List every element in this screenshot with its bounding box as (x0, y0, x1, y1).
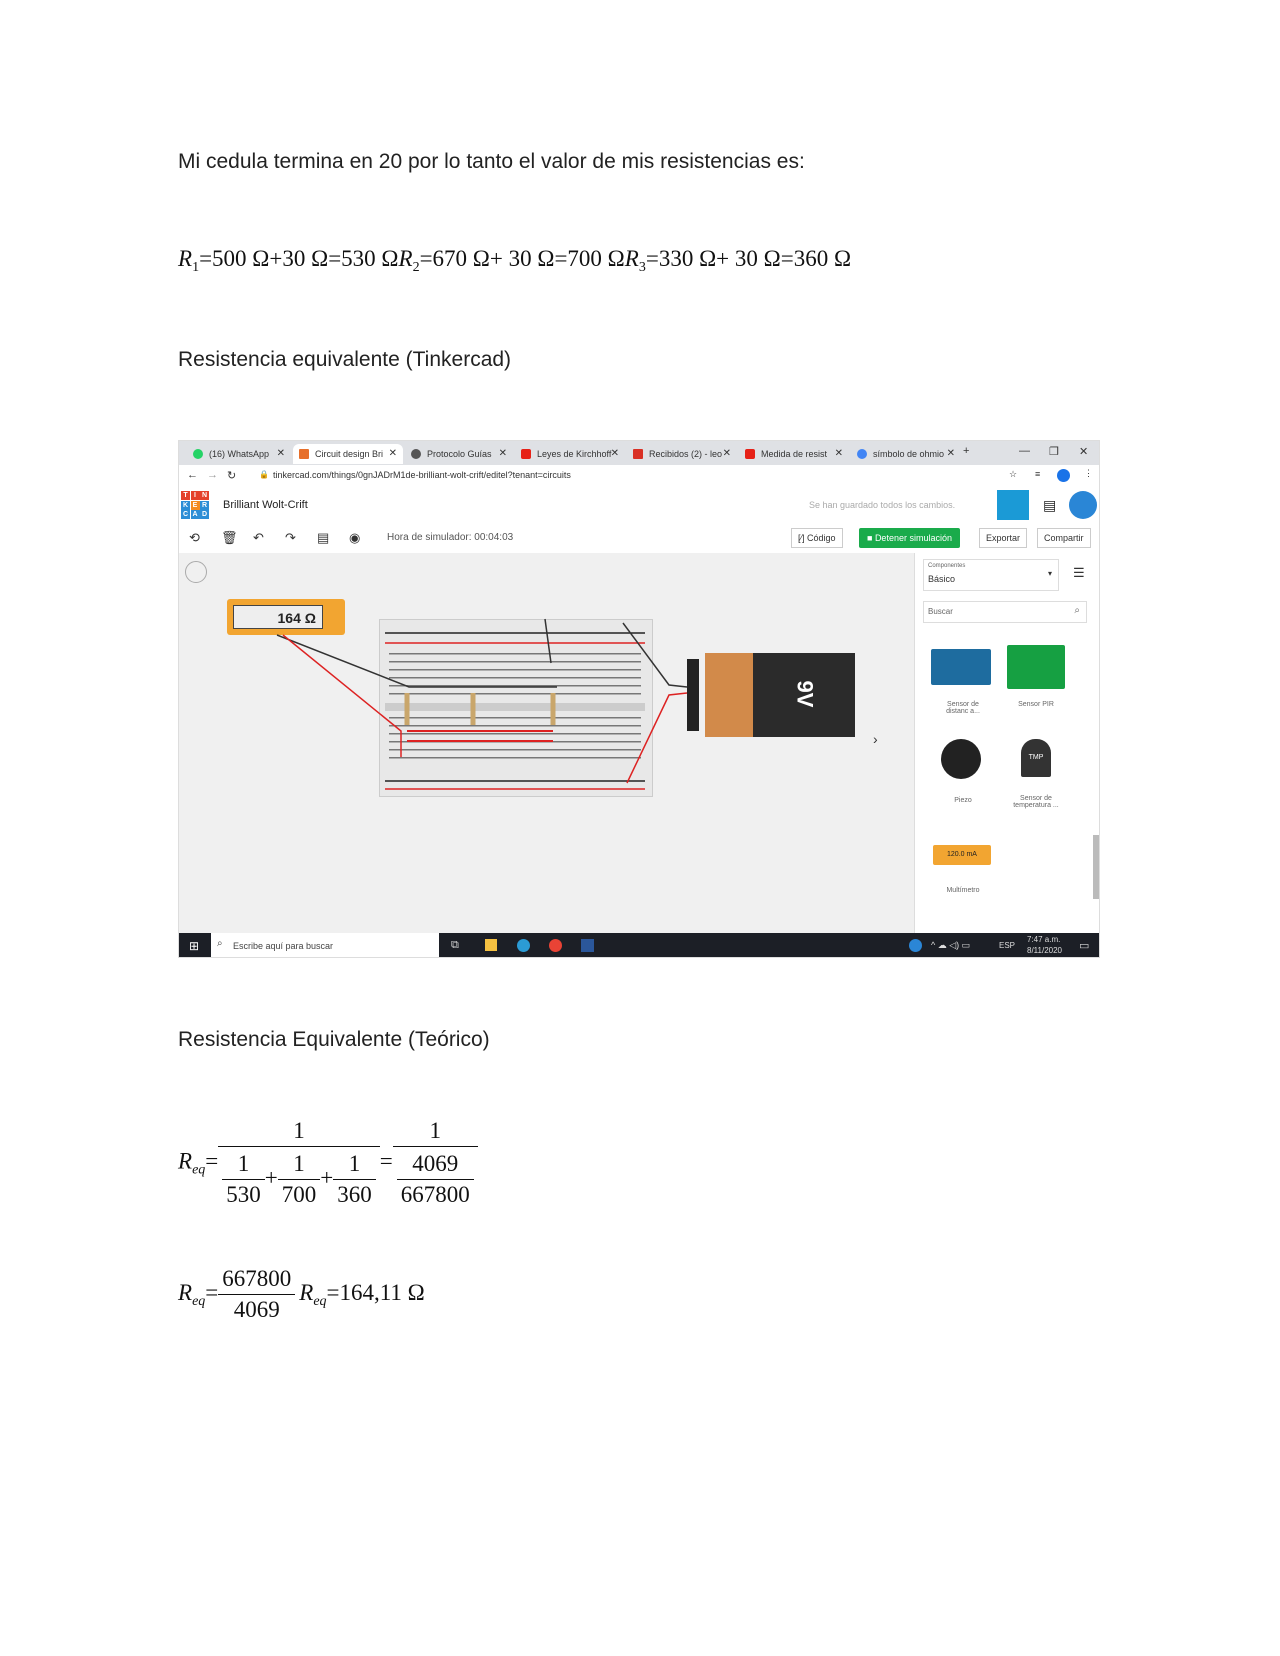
panel-scrollbar[interactable] (1093, 835, 1099, 899)
gmail-icon (633, 449, 643, 459)
part-label: Sensor de temperatura ... (1013, 795, 1059, 809)
r3-symbol: R (624, 246, 639, 271)
youtube-icon (521, 449, 531, 459)
schematic-view-icon[interactable]: ▤ (1043, 497, 1057, 513)
search-icon: ⌕ (1074, 605, 1080, 616)
globe-icon (411, 449, 421, 459)
tab-protocolo[interactable]: Protocolo Guías ✕ (405, 444, 513, 464)
menu-kebab-icon[interactable]: ⋮ (1084, 468, 1093, 478)
restore-icon[interactable]: ❐ (1049, 446, 1059, 458)
wire-black (545, 619, 551, 663)
chevron-down-icon: ▾ (1047, 569, 1052, 578)
language-indicator[interactable]: ESP (999, 941, 1016, 950)
req-formula (178, 1118, 478, 1208)
windows-taskbar (179, 933, 1100, 958)
google-icon (857, 449, 867, 459)
part-label: Sensor de distanc a... (946, 701, 980, 715)
star-icon[interactable]: ☆ (1009, 469, 1018, 479)
r3-subscript: 3 (638, 260, 646, 275)
whatsapp-icon (193, 449, 203, 459)
result-value: =164,11 Ω (326, 1279, 425, 1305)
eye-icon[interactable]: ◉ (349, 530, 361, 545)
new-tab-icon[interactable]: + (963, 445, 970, 457)
r2-expression: =670 Ω+ 30 Ω=700 Ω (419, 246, 625, 271)
url-field[interactable]: tinkercad.com/things/0gnJADrM1de-brilliant-wolt-crift/editel?tenant=circuits (273, 470, 571, 480)
extension-icon[interactable]: ≡ (1035, 469, 1041, 479)
req-subscript: eq (192, 1162, 206, 1178)
browser-tab-bar (179, 441, 1100, 465)
task-view-icon[interactable]: ⧉ (451, 939, 459, 951)
part-label: Sensor PIR (1018, 701, 1054, 708)
clock-date[interactable]: 8/11/2020 (1027, 946, 1062, 955)
delete-icon[interactable]: 🗑 (221, 530, 238, 545)
word-icon[interactable] (581, 939, 594, 952)
help-icon[interactable] (909, 939, 922, 952)
components-label: Componentes (928, 563, 966, 569)
denominator: $\frac{1}{530}$ + $\frac{1}{700}$ + $\frac{1}{360}$ (218, 1147, 379, 1208)
ultrasonic-sensor-part[interactable] (931, 649, 991, 685)
req-fraction-1 (218, 1118, 379, 1208)
close-icon[interactable]: ✕ (946, 448, 955, 459)
sim-time: Hora de simulador: 00:04:03 (387, 532, 514, 543)
export-button[interactable]: Exportar (979, 528, 1027, 548)
components-value: Básico (928, 574, 956, 584)
wires (179, 553, 914, 933)
tray-icons[interactable]: ^ ☁ ◁) ▭ (931, 940, 971, 950)
tinkercad-icon (299, 449, 309, 459)
tab-recibidos[interactable]: Recibidos (2) - leo ✕ (627, 444, 737, 464)
close-icon[interactable]: ✕ (276, 448, 285, 459)
req-symbol: R (178, 1148, 193, 1174)
reload-icon[interactable]: ↻ (227, 470, 237, 482)
close-icon[interactable]: ✕ (498, 448, 507, 459)
part-label: Multímetro (946, 887, 980, 894)
notifications-icon[interactable]: ▭ (1079, 940, 1090, 952)
fraction-1-360: $\frac{1}{360}$ (333, 1151, 376, 1208)
r1-expression: =500 Ω+30 Ω=530 Ω (199, 246, 399, 271)
components-select[interactable] (923, 559, 1059, 591)
taskbar-search[interactable]: ⌕ Escribe aquí para buscar (211, 933, 439, 958)
tinkercad-app-bar (179, 487, 1100, 524)
windows-start-icon[interactable]: ⊞ (189, 939, 200, 953)
file-explorer-icon[interactable] (485, 939, 497, 951)
address-bar-row (179, 465, 1100, 487)
chrome-icon[interactable] (549, 939, 562, 952)
r3-expression: =330 Ω+ 30 Ω=360 Ω (645, 246, 852, 271)
back-icon[interactable]: ← (187, 469, 198, 481)
temperature-sensor-part[interactable]: TMP (1021, 739, 1051, 777)
minimize-icon[interactable]: — (1019, 445, 1030, 457)
equals-sign: = (205, 1148, 219, 1174)
search-icon: ⌕ (217, 938, 223, 949)
code-icon: [⁄] (798, 533, 808, 543)
lock-icon: 🔒 (259, 470, 269, 479)
window-close-icon[interactable]: ✕ (1079, 446, 1089, 458)
fraction-1-700: $\frac{1}{700}$ (278, 1151, 321, 1208)
piezo-part[interactable] (941, 739, 981, 779)
close-icon[interactable]: ✕ (834, 448, 843, 459)
circuit-canvas[interactable] (179, 553, 914, 933)
multimeter-display: 164 Ω (233, 605, 323, 629)
profile-icon[interactable] (1057, 469, 1070, 482)
fraction-1-530: $\frac{1}{530}$ (222, 1151, 265, 1208)
multimeter-part[interactable]: 120.0 mA (933, 845, 991, 865)
redo-icon[interactable]: ↷ (285, 530, 296, 545)
notes-icon[interactable]: ▤ (317, 530, 330, 545)
forward-icon[interactable]: → (207, 469, 218, 481)
req-fraction-2 (393, 1118, 478, 1208)
close-icon[interactable]: ✕ (722, 448, 731, 459)
pir-sensor-part[interactable] (1007, 645, 1065, 689)
tinkercad-logo[interactable]: T I N K E R C A D (182, 492, 208, 518)
save-status: Se han guardado todos los cambios. (809, 500, 956, 510)
r1-symbol: R (178, 246, 193, 271)
tab-simbolo[interactable]: símbolo de ohmio ✕ (851, 444, 961, 464)
list-view-icon[interactable]: ☰ (1073, 565, 1085, 580)
youtube-icon (745, 449, 755, 459)
edge-icon[interactable] (517, 939, 530, 952)
tab-medida[interactable]: Medida de resist ✕ (739, 444, 849, 464)
editor-toolbar (179, 523, 1100, 554)
heading-theoretical: Resistencia Equivalente (Teórico) (178, 1028, 490, 1051)
rotate-icon[interactable]: ⟲ (189, 530, 200, 545)
battery-label: 9V (792, 680, 818, 708)
components-panel (914, 553, 1100, 933)
resistance-equations (178, 246, 851, 276)
project-name[interactable]: Brilliant Wolt-Crift (223, 499, 308, 511)
code-button[interactable]: [⁄] Código (791, 528, 843, 548)
undo-icon[interactable]: ↶ (253, 530, 264, 545)
r2-subscript: 2 (412, 260, 420, 275)
wire-red (283, 635, 401, 757)
equals-sign: = (379, 1148, 393, 1174)
clock-time[interactable]: 7:47 a.m. (1027, 935, 1061, 944)
req-result: $R_{eq}=$ $\frac{667800}{4069}$ $R_{eq}=164,11$ Ω (178, 1266, 425, 1322)
close-icon[interactable]: ✕ (610, 448, 619, 459)
r1-subscript: 1 (192, 260, 200, 275)
result-fraction: $\frac{667800}{4069}$ (218, 1266, 295, 1323)
stop-simulation-button[interactable]: ■ Detener simulación (859, 528, 960, 548)
user-avatar[interactable] (1069, 491, 1097, 519)
numerator: 1 (218, 1118, 379, 1147)
denominator: $\frac{4069}{667800}$ (393, 1147, 478, 1208)
component-search-input[interactable]: Buscar ⌕ (923, 601, 1087, 623)
heading-tinkercad: Resistencia equivalente (Tinkercad) (178, 348, 512, 371)
share-button[interactable]: Compartir (1037, 528, 1091, 548)
intro-text: Mi cedula termina en 20 por lo tanto el valor de mis resistencias es: (178, 150, 805, 173)
r2-symbol: R (398, 246, 413, 271)
tab-leyes[interactable]: Leyes de Kirchhoff ✕ (515, 444, 625, 464)
numerator: 1 (393, 1118, 478, 1147)
close-icon[interactable]: ✕ (388, 448, 397, 459)
part-label: Piezo (954, 797, 972, 804)
tab-circuit-design[interactable]: Circuit design Bri ✕ (293, 444, 403, 464)
tab-whatsapp[interactable]: (16) WhatsApp ✕ (187, 444, 291, 464)
circuit-view-button[interactable] (997, 490, 1029, 520)
tinkercad-screenshot (178, 440, 1100, 958)
panel-toggle-icon[interactable]: › (873, 731, 878, 747)
stop-icon: ■ (867, 533, 875, 543)
